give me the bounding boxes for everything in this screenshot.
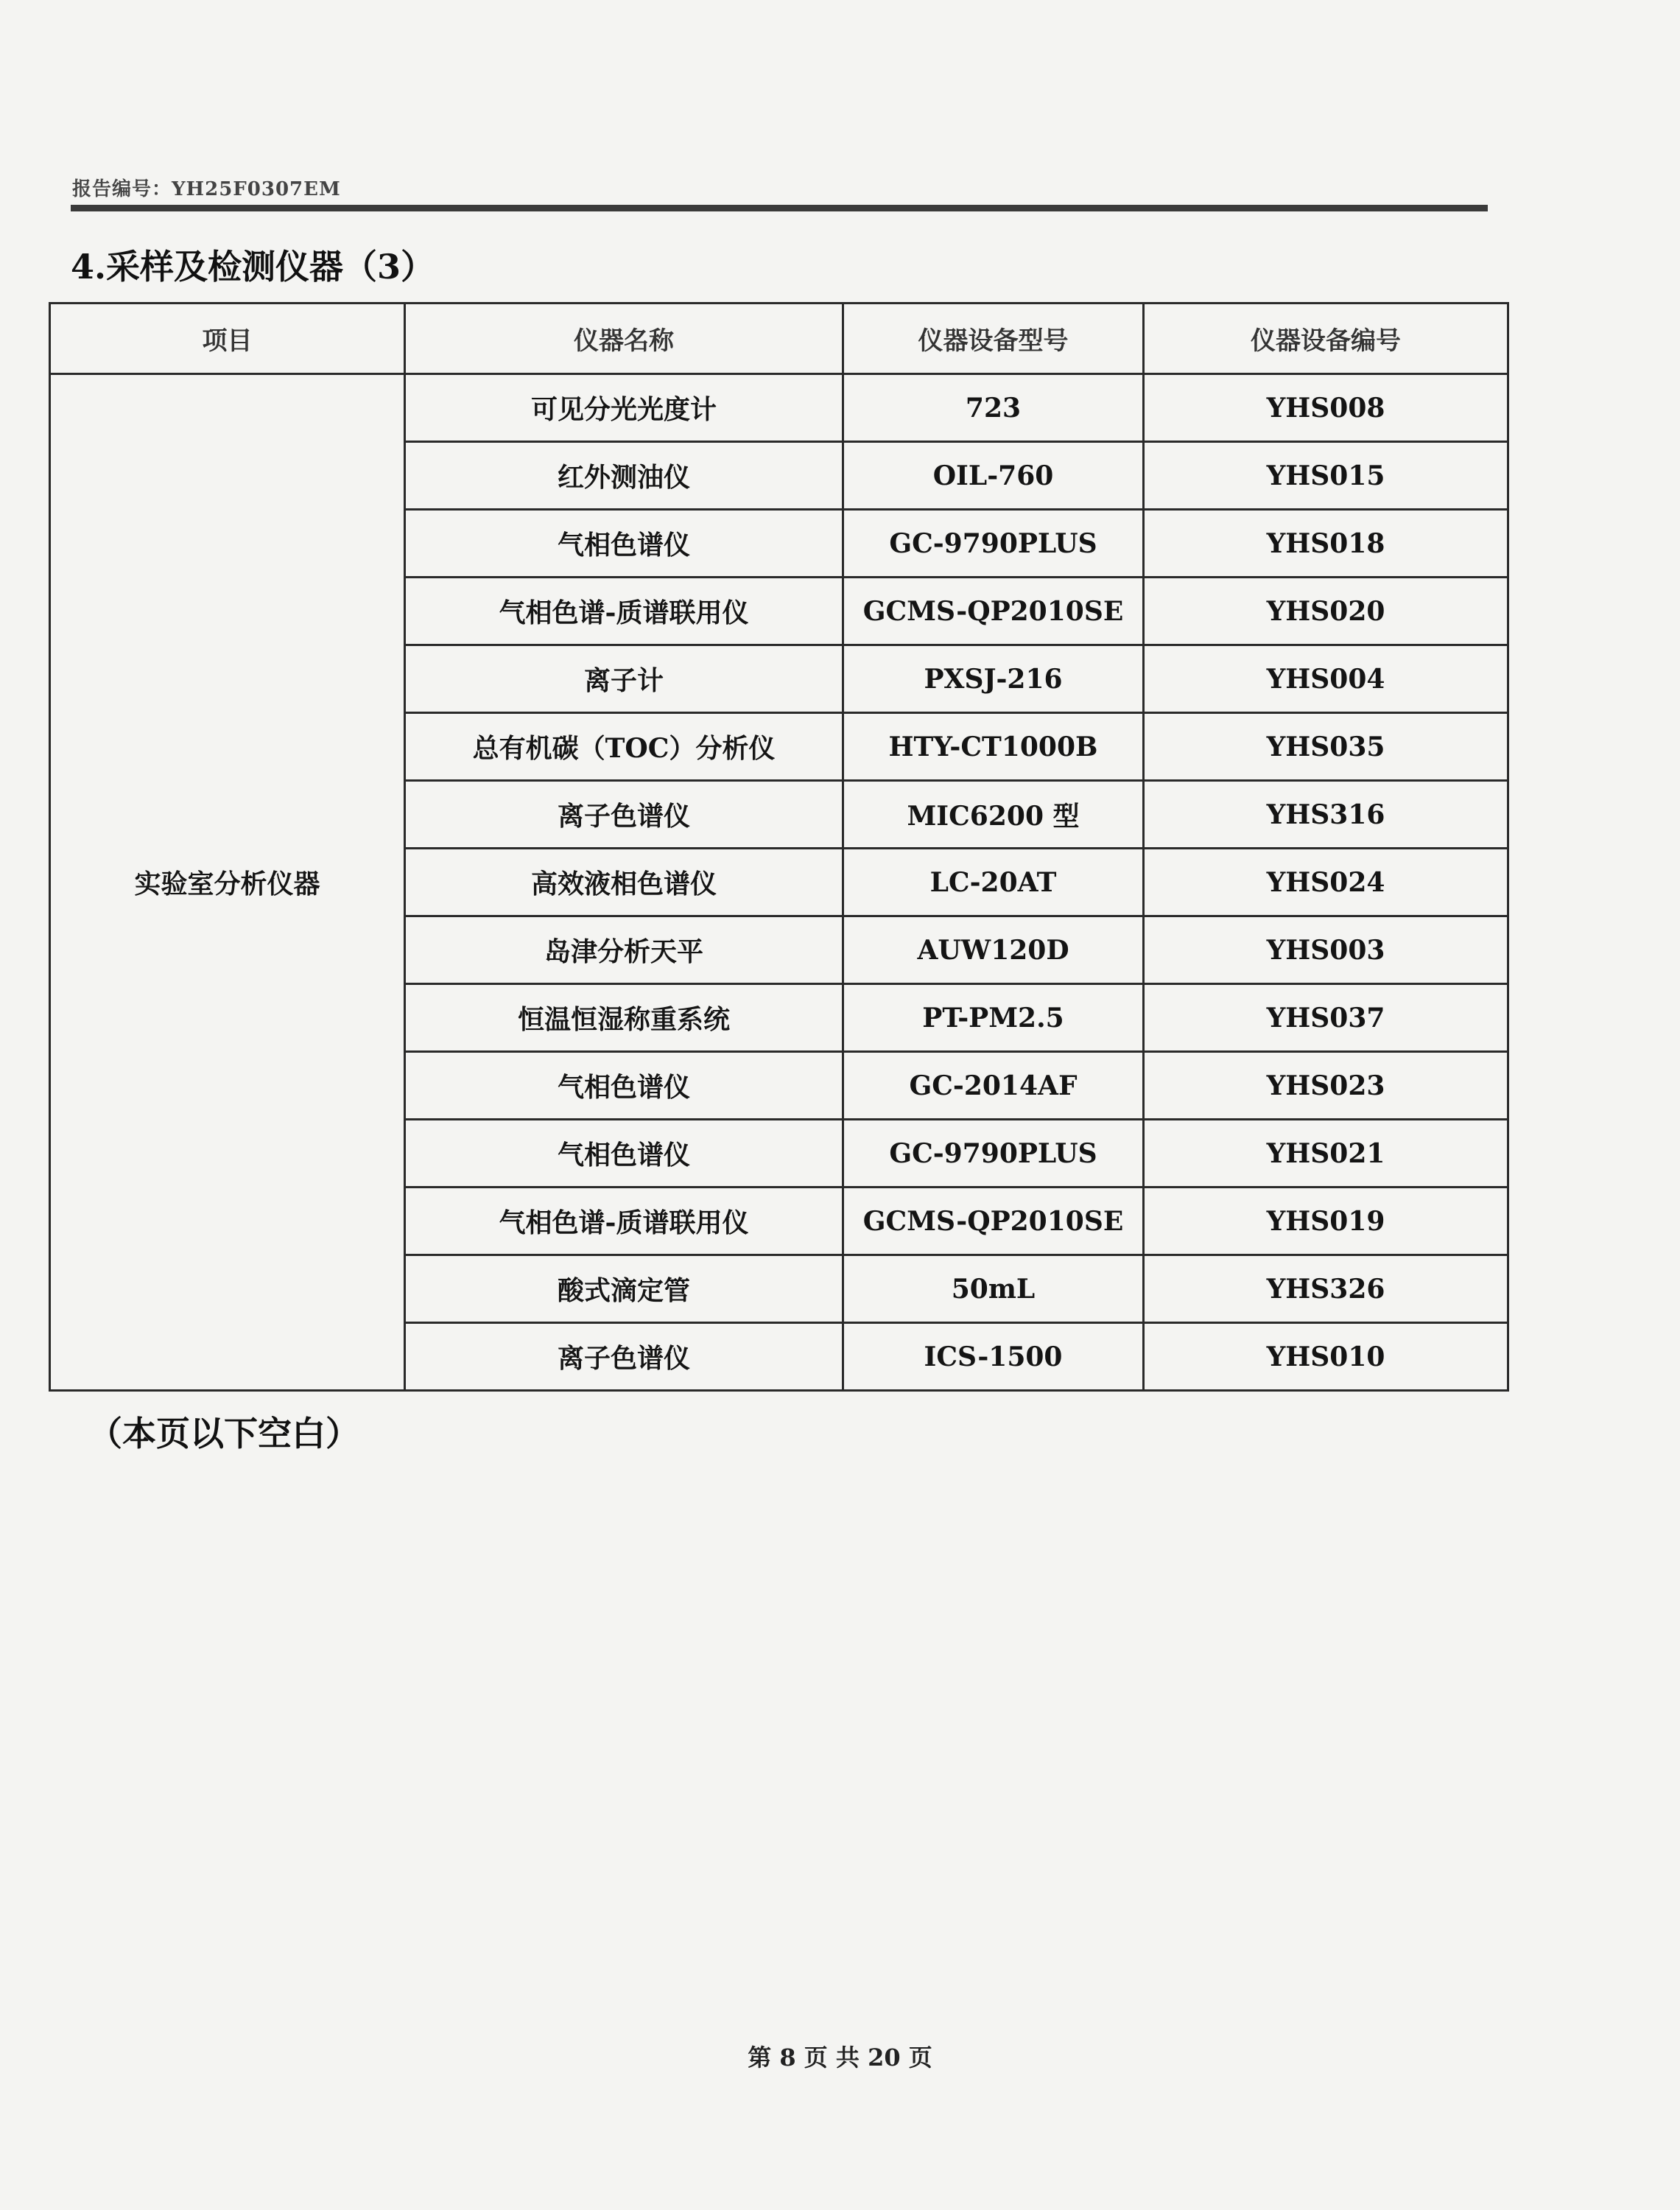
instrument-id: YHS003: [1144, 916, 1508, 984]
instrument-model: GC-9790PLUS: [843, 1120, 1144, 1188]
instrument-name: 气相色谱仪: [405, 1120, 843, 1188]
instrument-model: PT-PM2.5: [843, 984, 1144, 1052]
section-title: 4.采样及检测仪器（3）: [71, 247, 435, 287]
instrument-id: YHS004: [1144, 645, 1508, 713]
instrument-id: YHS008: [1144, 374, 1508, 442]
instrument-id: YHS024: [1144, 849, 1508, 916]
instrument-id: YHS015: [1144, 442, 1508, 510]
column-header-model: 仪器设备型号: [843, 304, 1144, 374]
instrument-name: 可见分光光度计: [405, 374, 843, 442]
page-number: 第 8 页 共 20 页: [748, 2044, 932, 2072]
instrument-name: 岛津分析天平: [405, 916, 843, 984]
instrument-id: YHS010: [1144, 1323, 1508, 1391]
table-row: [50, 374, 1508, 442]
instrument-model: GCMS-QP2010SE: [843, 1188, 1144, 1255]
blank-below-note: （本页以下空白）: [88, 1414, 359, 1453]
instrument-table: [49, 302, 1509, 1392]
instrument-name: 离子计: [405, 645, 843, 713]
instrument-model: ICS-1500: [843, 1323, 1144, 1391]
instrument-model: AUW120D: [843, 916, 1144, 984]
instrument-id: YHS023: [1144, 1052, 1508, 1120]
instrument-model: PXSJ-216: [843, 645, 1144, 713]
instrument-model: 723: [843, 374, 1144, 442]
header-rule: [71, 205, 1488, 211]
column-header-id: 仪器设备编号: [1144, 304, 1508, 374]
instrument-name: 离子色谱仪: [405, 781, 843, 849]
instrument-id: YHS326: [1144, 1255, 1508, 1323]
instrument-model: GC-9790PLUS: [843, 510, 1144, 578]
instrument-model: 50mL: [843, 1255, 1144, 1323]
table-header-row: [50, 304, 1508, 374]
instrument-name: 气相色谱-质谱联用仪: [405, 578, 843, 645]
instrument-name: 总有机碳（TOC）分析仪: [405, 713, 843, 781]
instrument-id: YHS021: [1144, 1120, 1508, 1188]
instrument-name: 气相色谱仪: [405, 1052, 843, 1120]
instrument-name: 红外测油仪: [405, 442, 843, 510]
instrument-name: 高效液相色谱仪: [405, 849, 843, 916]
instrument-name: 离子色谱仪: [405, 1323, 843, 1391]
instrument-model: GCMS-QP2010SE: [843, 578, 1144, 645]
instrument-name: 气相色谱仪: [405, 510, 843, 578]
report-number: 报告编号：YH25F0307EM: [72, 178, 341, 200]
instrument-id: YHS019: [1144, 1188, 1508, 1255]
instrument-model: GC-2014AF: [843, 1052, 1144, 1120]
instrument-id: YHS037: [1144, 984, 1508, 1052]
instrument-model: HTY-CT1000B: [843, 713, 1144, 781]
instrument-model: MIC6200 型: [843, 781, 1144, 849]
instrument-id: YHS035: [1144, 713, 1508, 781]
instrument-id: YHS020: [1144, 578, 1508, 645]
instrument-name: 酸式滴定管: [405, 1255, 843, 1323]
instrument-name: 恒温恒湿称重系统: [405, 984, 843, 1052]
column-header-name: 仪器名称: [405, 304, 843, 374]
instrument-model: OIL-760: [843, 442, 1144, 510]
instrument-id: YHS316: [1144, 781, 1508, 849]
instrument-name: 气相色谱-质谱联用仪: [405, 1188, 843, 1255]
instrument-model: LC-20AT: [843, 849, 1144, 916]
instrument-id: YHS018: [1144, 510, 1508, 578]
category-cell: 实验室分析仪器: [50, 374, 405, 1391]
column-header-item: 项目: [50, 304, 405, 374]
